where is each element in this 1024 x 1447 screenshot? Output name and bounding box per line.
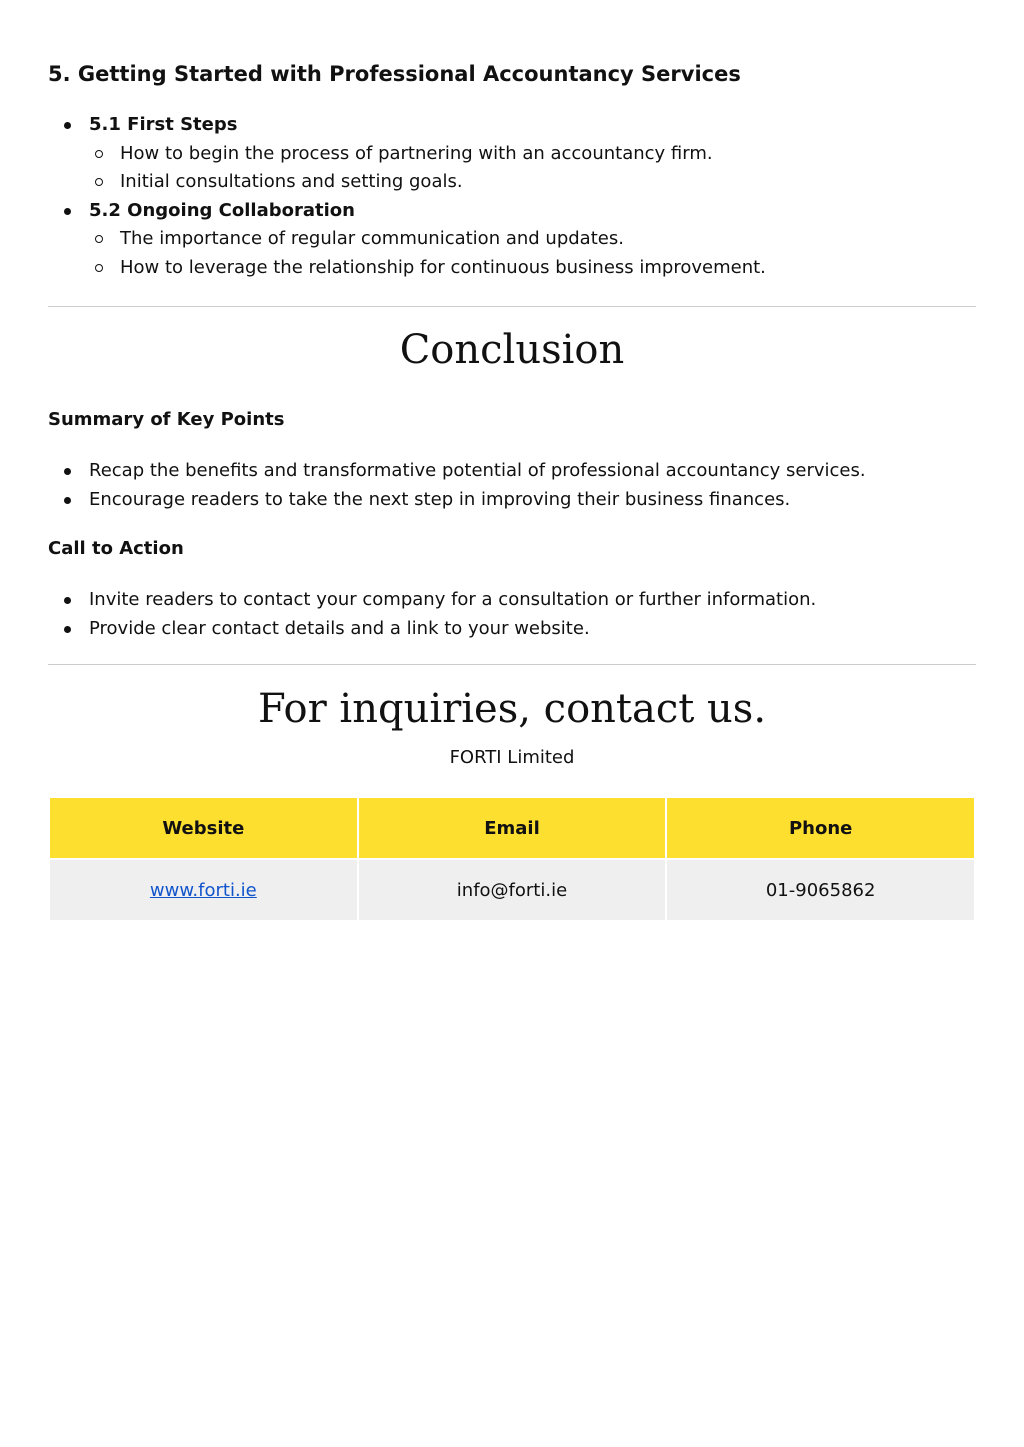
- list-item-text: Invite readers to contact your company for a consultation or further information.: [89, 589, 817, 610]
- table-row: [50, 860, 974, 920]
- hollow-bullet-icon: [95, 150, 103, 158]
- sub-list-item: [89, 140, 766, 169]
- sub-item-text: How to begin the process of partnering with an accountancy firm.: [120, 142, 713, 164]
- bullet-icon: [64, 497, 71, 504]
- horizontal-divider: [48, 664, 976, 665]
- list-item-ongoing-collaboration: [48, 197, 766, 283]
- website-column-header: Website: [50, 798, 357, 858]
- sub-item-text: Initial consultations and setting goals.: [120, 171, 463, 192]
- first-steps-title: 5.1 First Steps: [89, 114, 238, 135]
- list-item: [48, 457, 866, 486]
- hollow-bullet-icon: [95, 178, 103, 186]
- summary-list: [48, 457, 866, 514]
- section-5-list: [48, 111, 766, 282]
- sub-item-text: The importance of regular communication and updates.: [120, 228, 624, 249]
- hollow-bullet-icon: [95, 264, 103, 272]
- list-item: [48, 615, 816, 644]
- list-item-text: Provide clear contact details and a link to your website.: [89, 617, 590, 639]
- conclusion-title: Conclusion: [399, 327, 625, 373]
- list-item: [48, 486, 866, 515]
- email-cell: info@forti.ie: [359, 860, 666, 920]
- email-column-header: Email: [359, 798, 666, 858]
- sub-list-item: [89, 254, 766, 283]
- section-5-heading: 5. Getting Started with Professional Accountancy Services: [48, 62, 741, 86]
- bullet-icon: [64, 122, 71, 129]
- bullet-icon: [64, 597, 71, 604]
- summary-heading: Summary of Key Points: [48, 409, 285, 430]
- bullet-icon: [64, 208, 71, 215]
- phone-column-header: Phone: [667, 798, 974, 858]
- sub-item-text: How to leverage the relationship for continuous business improvement.: [120, 256, 766, 278]
- contact-title: For inquiries, contact us.: [257, 686, 767, 732]
- first-steps-sublist: [89, 140, 766, 197]
- website-cell: [50, 860, 357, 920]
- sub-list-item: [89, 225, 766, 254]
- call-to-action-list: [48, 586, 816, 643]
- list-item-first-steps: [48, 111, 766, 197]
- hollow-bullet-icon: [95, 235, 103, 243]
- contact-table: [48, 796, 976, 922]
- horizontal-divider: [48, 306, 976, 307]
- list-item: [48, 586, 816, 615]
- list-item-text: Encourage readers to take the next step in improving their business finances.: [89, 488, 791, 510]
- ongoing-collaboration-title: 5.2 Ongoing Collaboration: [89, 199, 355, 221]
- sub-list-item: [89, 168, 766, 197]
- website-link[interactable]: www.forti.ie: [149, 879, 257, 901]
- table-header-row: [50, 798, 974, 858]
- list-item-text: Recap the benefits and transformative potential of professional accountancy services.: [89, 460, 866, 481]
- phone-cell: 01-9065862: [667, 860, 974, 920]
- bullet-icon: [64, 468, 71, 475]
- ongoing-collaboration-sublist: [89, 225, 766, 282]
- bullet-icon: [64, 626, 71, 633]
- company-name: FORTI Limited: [449, 747, 575, 768]
- call-to-action-heading: Call to Action: [48, 538, 184, 559]
